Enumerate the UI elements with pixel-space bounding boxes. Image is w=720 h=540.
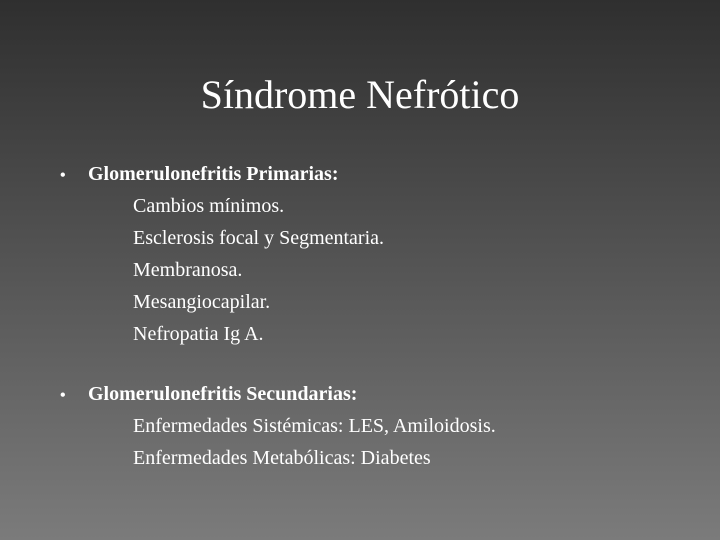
list-item: Nefropatia Ig A. [133, 323, 264, 345]
section-heading: Glomerulonefritis Primarias: [88, 163, 339, 185]
sub-list [60, 190, 700, 350]
slide-title: Síndrome Nefrótico [200, 72, 520, 117]
section-secundarias [60, 380, 700, 474]
list-item: Membranosa. [133, 259, 243, 281]
bullet-icon: • [60, 167, 66, 184]
section-heading-row [60, 380, 700, 410]
section-heading: Glomerulonefritis Secundarias: [88, 383, 358, 405]
section-primarias [60, 160, 700, 350]
list-item: Cambios mínimos. [133, 195, 285, 217]
bullet-icon: • [60, 387, 66, 404]
list-item: Mesangiocapilar. [133, 291, 271, 313]
list-item: Enfermedades Metabólicas: Diabetes [133, 447, 431, 469]
list-item: Enfermedades Sistémicas: LES, Amiloidosis. [133, 415, 496, 437]
sub-list [60, 410, 700, 474]
list-item: Esclerosis focal y Segmentaria. [133, 227, 385, 249]
section-heading-row [60, 160, 700, 190]
